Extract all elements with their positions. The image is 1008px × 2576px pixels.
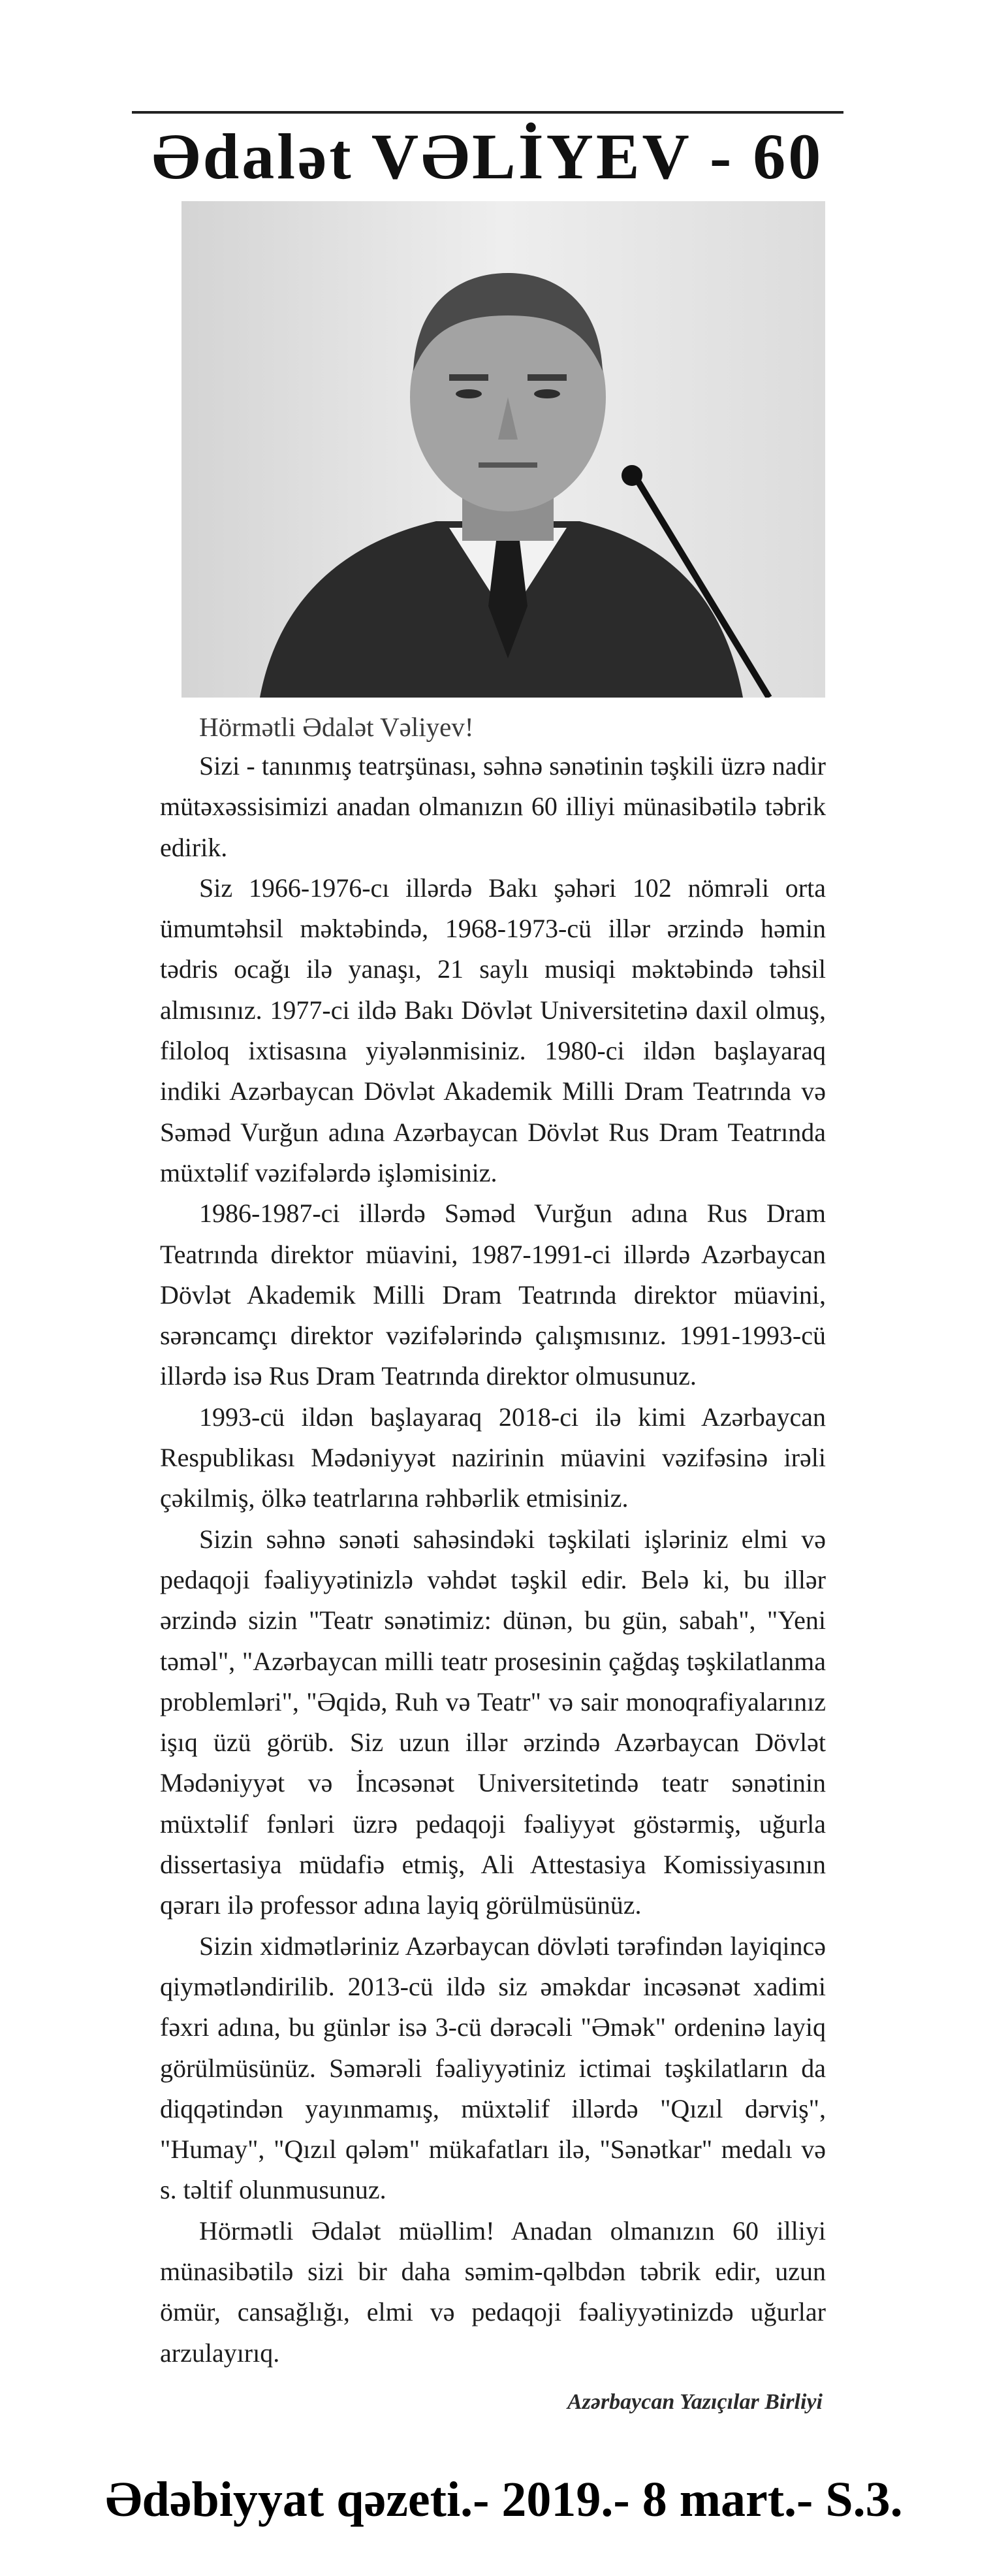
paragraph-5: Sizin səhnə sənəti sahəsindəki təşkilati işləriniz elmi və pedaqoji fəaliyyətinizlə vəhdət təşkil edir. Belə ki, bu illər ərzində sizin "Teatr sənətimiz: dünən, bu gün, sabah", "Yeni təməl", "Azərbaycan milli teatr prosesinin çağdaş təşkilatlanma problemləri", "Əqidə, Ruh və Teatr" və sair monoqrafiyalarınız işıq üzü görüb. Siz uzun illər ərzində Azərbaycan Dövlət Mədəniyyət və İncəsənət Universitetində teatr sənətinin müxtəlif fənləri üzrə pedaqoji fəaliyyət göstərmiş, uğurla dissertasiya müdafiə etmiş, Ali Attestasiya Komissiyasının qərarı ilə professor adına layiq görülmüsünüz. (160, 1524, 826, 1920)
greeting-line: Hörmətli Ədalət Vəliyev! (199, 712, 474, 742)
paragraph-4: 1993-cü ildən başlayaraq 2018-ci ilə kimi Azərbaycan Respublikası Mədəniyyət nazirinin müavini vəzifəsinə irəli çəkilmiş, ölkə teatrlarına rəhbərlik etmisiniz. (160, 1402, 826, 1513)
portrait-illustration (181, 201, 825, 698)
source-citation: Ədəbiyyat qəzeti.- 2019.- 8 mart.- S.3. (105, 2472, 903, 2527)
portrait-photo-icon (181, 201, 825, 698)
signature: Azərbaycan Yazıçılar Birliyi (567, 2390, 823, 2414)
paragraph-2: Siz 1966-1976-cı illərdə Bakı şəhəri 102 nömrəli orta ümumtəhsil məktəbində, 1968-1973-cü illər ərzində həmin tədris ocağı ilə yanaşı, 21 saylı musiqi məktəbində təhsil almısınız. 1977-ci ildə Bakı Dövlət Universitetinə daxil olmuş, filoloq ixtisasına yiyələnmisiniz. 1980-ci ildən başlayaraq indiki Azərbaycan Dövlət Akademik Milli Dram Teatrında və Səməd Vurğun adına Azərbaycan Dövlət Rus Dram Teatrında müxtəlif vəzifələrdə işləmisiniz. (160, 873, 826, 1187)
paragraph-6: Sizin xidmətləriniz Azərbaycan dövləti tərəfindən layiqincə qiymətləndirilib. 2013-cü ildə siz əməkdar incəsənət xadimi fəxri adına, bu günlər isə 3-cü dərəcəli "Əmək" ordeninə layiq görülmüsünüz. Səmərəli fəaliyyətiniz ictimai təşkilatların da diqqətindən yayınmamış, müxtəlif illərdə "Qızıl dərviş", "Humay", "Qızıl qələm" mükafatları ilə, "Sənətkar" medalı və s. təltif olunmusunuz. (160, 1931, 826, 2205)
article-headline: Ədalət VƏLİYEV - 60 (151, 120, 824, 193)
top-rule (132, 111, 843, 114)
paragraph-1: Sizi - tanınmış teatrşünası, səhnə sənətinin təşkili üzrə nadir mütəxəssisimizi anadan olmanızın 60 illiyi münasibətilə təbrik edirik. (160, 751, 826, 862)
paragraph-7: Hörmətli Ədalət müəllim! Anadan olmanızın 60 illiyi münasibətilə sizi bir daha səmim-qəlbdən təbrik edir, uzun ömür, cansağlığı, elmi və pedaqoji fəaliyyətinizdə uğurlar arzulayırıq. (160, 2215, 826, 2368)
paragraph-3: 1986-1987-ci illərdə Səməd Vurğun adına Rus Dram Teatrında direktor müavini, 1987-1991-ci illərdə Azərbaycan Dövlət Akademik Milli Dram Teatrında direktor müavini, sərəncamçı direktor vəzifələrində çalışmısınız. 1991-1993-cü illərdə isə Rus Dram Teatrında direktor olmusunuz. (160, 1199, 826, 1391)
article-body (160, 746, 826, 2374)
